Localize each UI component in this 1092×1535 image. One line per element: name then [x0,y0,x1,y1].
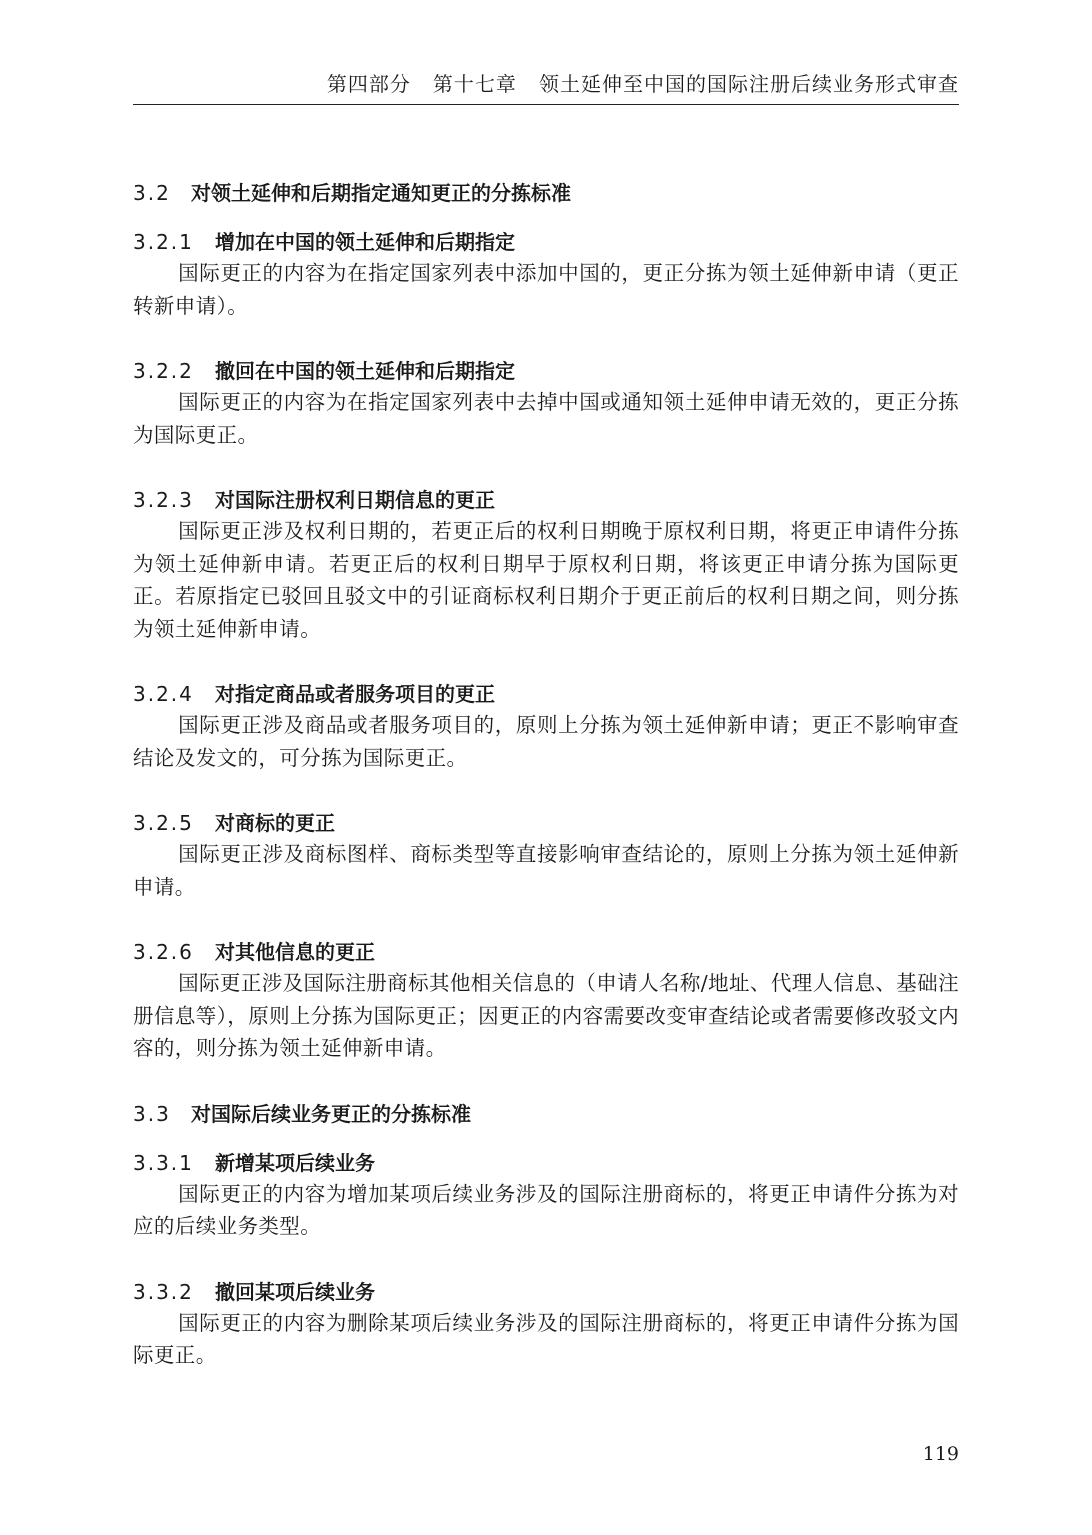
subsection-heading-3-2-5 [133,808,959,838]
subsection-title: 对商标的更正 [215,811,335,835]
subsection-title: 撤回在中国的领土延伸和后期指定 [215,359,515,383]
section-heading-3-2 [133,178,959,208]
subsection-heading-3-2-4 [133,679,959,709]
section-title: 对领土延伸和后期指定通知更正的分拣标准 [191,181,571,205]
paragraph-3-2-4: 国际更正涉及商品或者服务项目的，原则上分拣为领土延伸新申请；更正不影响审查结论及发文的，可分拣为国际更正。 [133,713,959,770]
subsection-number: 3.2.3 [133,488,194,512]
subsection-number: 3.2.6 [133,940,194,964]
subsection-title: 对国际注册权利日期信息的更正 [215,488,495,512]
section-heading-3-3 [133,1099,959,1129]
paragraph-3-2-6: 国际更正涉及国际注册商标其他相关信息的（申请人名称/地址、代理人信息、基础注册信息等），原则上分拣为国际更正；因更正的内容需要改变审查结论或者需要修改驳文内容的，则分拣为领土延伸新申请。 [133,971,959,1060]
subsection-title: 撤回某项后续业务 [215,1279,375,1304]
page-number: 119 [922,1443,959,1465]
section-title: 对国际后续业务更正的分拣标准 [191,1101,471,1126]
subsection-number: 3.2.2 [133,359,194,383]
subsection-number: 3.2.5 [133,811,194,835]
paragraph-3-2-2: 国际更正的内容为在指定国家列表中去掉中国或通知领土延伸申请无效的，更正分拣为国际更正。 [133,390,959,447]
subsection-heading-3-2-3 [133,485,959,515]
paragraph-3-3-1: 国际更正的内容为增加某项后续业务涉及的国际注册商标的，将更正申请件分拣为对应的后续业务类型。 [133,1181,959,1238]
subsection-title: 对指定商品或者服务项目的更正 [215,682,495,706]
subsection-number: 3.2.4 [133,682,194,706]
subsection-heading-3-2-6 [133,937,959,967]
page-content [133,178,959,1372]
section-number: 3.3 [133,1101,171,1126]
running-header: 第四部分 第十七章 领土延伸至中国的国际注册后续业务形式审查 [133,66,959,105]
subsection-heading-3-2-2 [133,356,959,386]
subsection-number: 3.3.2 [133,1279,194,1304]
subsection-title: 增加在中国的领土延伸和后期指定 [215,230,515,254]
section-number: 3.2 [133,181,171,205]
subsection-heading-3-2-1 [133,227,959,257]
paragraph-3-2-5: 国际更正涉及商标图样、商标类型等直接影响审查结论的，原则上分拣为领土延伸新申请。 [133,842,959,899]
paragraph-3-2-1: 国际更正的内容为在指定国家列表中添加中国的，更正分拣为领土延伸新申请（更正转新申请）。 [133,261,959,318]
paragraph-3-3-2: 国际更正的内容为删除某项后续业务涉及的国际注册商标的，将更正申请件分拣为国际更正。 [133,1310,959,1367]
subsection-title: 新增某项后续业务 [215,1150,375,1175]
subsection-heading-3-3-2 [133,1277,959,1307]
subsection-number: 3.3.1 [133,1150,194,1175]
subsection-title: 对其他信息的更正 [215,940,375,964]
paragraph-3-2-3: 国际更正涉及权利日期的，若更正后的权利日期晚于原权利日期，将更正申请件分拣为领土延伸新申请。若更正后的权利日期早于原权利日期，将该更正申请分拣为国际更正。若原指定已驳回且驳文中的引证商标权利日期介于更正前后的权利日期之间，则分拣为领土延伸新申请。 [133,519,959,641]
subsection-number: 3.2.1 [133,230,194,254]
subsection-heading-3-3-1 [133,1148,959,1178]
